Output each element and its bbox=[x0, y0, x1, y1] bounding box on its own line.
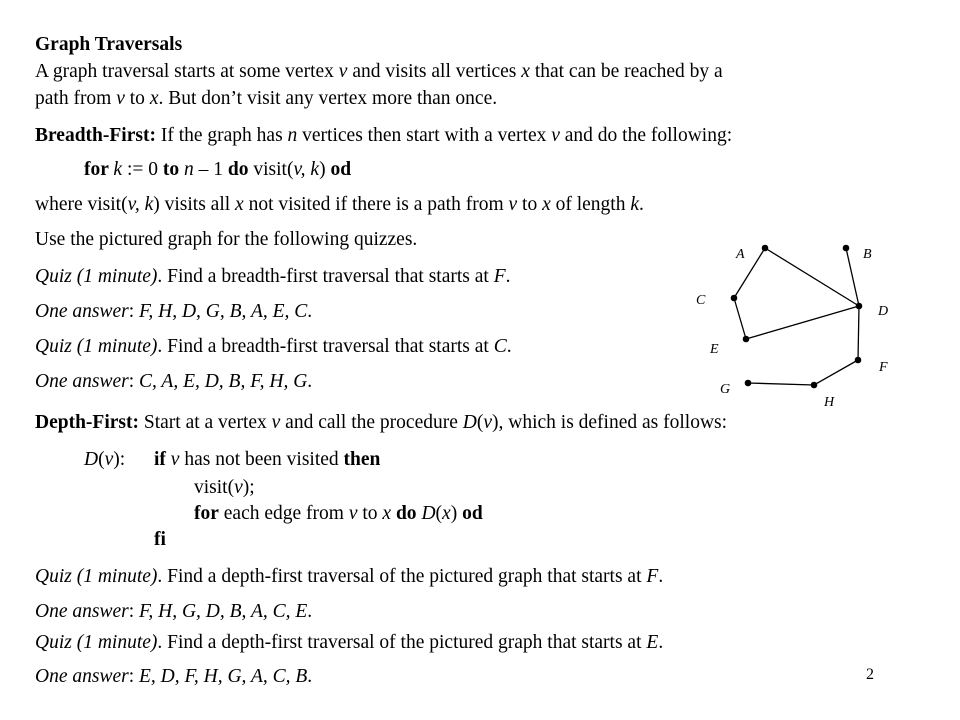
slide-title: Graph Traversals bbox=[35, 34, 183, 55]
dfs-quiz-2: Quiz (1 minute). Find a depth-first traversal of the pictured graph that starts at E. bbox=[35, 632, 664, 653]
node-c bbox=[731, 295, 738, 302]
bfs-heading: Breadth-First: bbox=[35, 125, 156, 146]
dfs-heading: Depth-First: bbox=[35, 412, 139, 433]
node-label-b: B bbox=[863, 247, 872, 262]
bfs-answer-1: One answer: F, H, D, G, B, A, E, C. bbox=[35, 301, 313, 322]
edge-b-d bbox=[846, 248, 859, 306]
bfs-answer-2: One answer: C, A, E, D, B, F, H, G. bbox=[35, 371, 313, 392]
edge-c-e bbox=[734, 298, 746, 339]
node-e bbox=[743, 336, 750, 343]
node-label-a: A bbox=[736, 247, 745, 262]
bfs-quiz-2: Quiz (1 minute). Find a breadth-first traversal that starts at C. bbox=[35, 336, 512, 357]
bfs-loop-code: for k := 0 to n – 1 do visit(v, k) od bbox=[84, 159, 352, 180]
node-h bbox=[811, 382, 818, 389]
bfs-description: Breadth-First: If the graph has n vertices then start with a vertex v and do the following: bbox=[35, 125, 733, 146]
dfs-if-line: if v has not been visited then bbox=[154, 449, 381, 470]
node-label-d: D bbox=[878, 304, 889, 319]
node-g bbox=[745, 380, 752, 387]
graph-figure bbox=[688, 238, 918, 413]
node-d bbox=[856, 303, 863, 310]
bfs-where-line: where visit(v, k) visits all x not visited if there is a path from v to x of length k. bbox=[35, 194, 644, 215]
node-label-g: G bbox=[720, 382, 731, 397]
intro-line-1: A graph traversal starts at some vertex v and visits all vertices x that can be reached by a bbox=[35, 61, 723, 82]
dfs-answer-1: One answer: F, H, G, D, B, A, C, E. bbox=[35, 601, 313, 622]
page-number: 2 bbox=[866, 666, 874, 683]
dfs-visit-line: visit(v); bbox=[194, 477, 255, 498]
bfs-quiz-1: Quiz (1 minute). Find a breadth-first traversal that starts at F. bbox=[35, 266, 511, 287]
intro-line-2: path from v to x. But don’t visit any vertex more than once. bbox=[35, 88, 498, 109]
use-graph-note: Use the pictured graph for the following quizzes. bbox=[35, 229, 418, 250]
edge-h-g bbox=[748, 383, 814, 385]
edge-d-f bbox=[858, 306, 859, 360]
node-label-c: C bbox=[696, 293, 706, 308]
dfs-for-line: for each edge from v to x do D(x) od bbox=[194, 503, 483, 524]
node-b bbox=[843, 245, 850, 252]
dfs-quiz-1: Quiz (1 minute). Find a depth-first traversal of the pictured graph that starts at F. bbox=[35, 566, 664, 587]
edge-f-h bbox=[814, 360, 858, 385]
edge-e-d bbox=[746, 306, 859, 339]
dfs-fi: fi bbox=[154, 529, 166, 550]
dfs-proc-signature: D(v): bbox=[84, 449, 126, 470]
node-label-f: F bbox=[879, 360, 888, 375]
node-f bbox=[855, 357, 862, 364]
node-a bbox=[762, 245, 769, 252]
dfs-answer-2: One answer: E, D, F, H, G, A, C, B. bbox=[35, 666, 313, 687]
edge-a-d bbox=[765, 248, 859, 306]
dfs-description: Depth-First: Start at a vertex v and call the procedure D(v), which is defined as follows: bbox=[35, 412, 728, 433]
graph-edges bbox=[734, 248, 859, 385]
node-label-h: H bbox=[824, 395, 835, 410]
graph-nodes bbox=[731, 245, 863, 389]
node-label-e: E bbox=[710, 342, 719, 357]
